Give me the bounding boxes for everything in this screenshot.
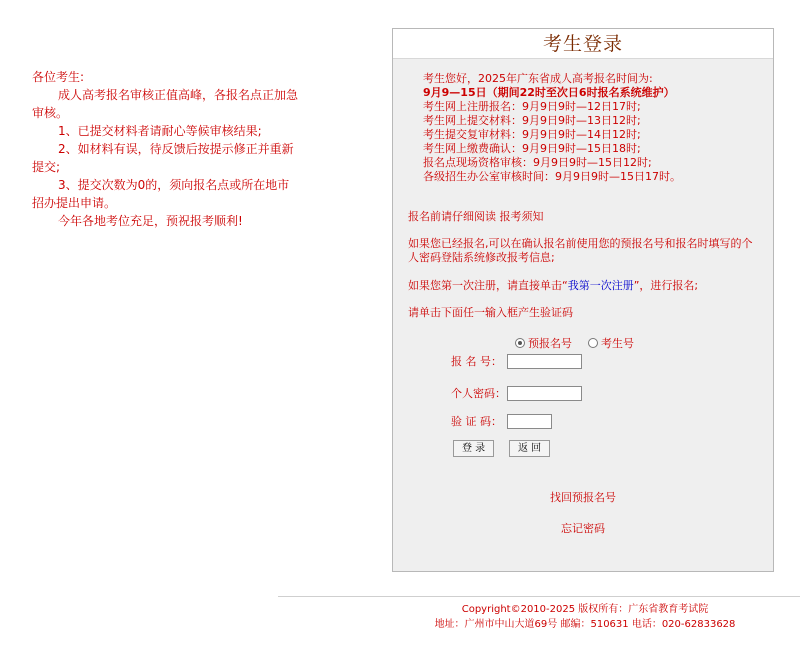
radio-prereg-option[interactable] bbox=[515, 335, 572, 351]
captcha-row bbox=[451, 413, 552, 429]
password-row bbox=[451, 385, 582, 401]
footer-copyright: Copyright©2010-2025 版权所有：广东省教育考试院 bbox=[461, 604, 709, 615]
radio-examno[interactable] bbox=[588, 338, 598, 348]
schedule-item: 各级招生办公室审核时间：9月9日9时—15日17时。 bbox=[423, 170, 681, 183]
footer-address: 地址：广州市中山大道69号 邮编：510631 电话：020-62833628 bbox=[434, 619, 736, 630]
captcha-input[interactable] bbox=[507, 414, 552, 429]
notice-closing: 今年各地考位充足，预祝报考顺利! bbox=[58, 214, 243, 228]
read-notice-text: 报名前请仔细阅读 报考须知 bbox=[408, 210, 544, 223]
first-register-link[interactable]: 我第一次注册 bbox=[567, 279, 634, 292]
regno-label: 报 名 号： bbox=[451, 355, 502, 368]
login-type-radios bbox=[515, 335, 650, 351]
schedule-item: 报名点现场资格审核：9月9日9时—15日12时; bbox=[423, 156, 652, 169]
first-time-text bbox=[408, 279, 763, 293]
notice-greeting: 各位考生: bbox=[32, 70, 85, 84]
recover-regno-link[interactable]: 找回预报名号 bbox=[550, 491, 616, 504]
panel-title: 考生登录 bbox=[393, 29, 773, 59]
notice-panel bbox=[32, 68, 300, 230]
registered-info-text: 如果您已经报名,可以在确认报名前使用您的预报名号和报名时填写的个人密码登陆系统修改报考信息; bbox=[408, 237, 753, 264]
captcha-label: 验 证 码： bbox=[451, 415, 502, 428]
radio-examno-option[interactable] bbox=[588, 335, 634, 351]
schedule-item: 考生网上注册报名：9月9日9时—12日17时; bbox=[423, 100, 641, 113]
captcha-hint: 请单击下面任一输入框产生验证码 bbox=[408, 306, 573, 319]
radio-prereg[interactable] bbox=[515, 338, 525, 348]
notice-item-3: 3、提交次数为0的，须向报名点或所在地市招办提出申请。 bbox=[32, 178, 290, 210]
forgot-password-link[interactable]: 忘记密码 bbox=[561, 522, 605, 535]
first-time-suffix: ”，进行报名; bbox=[633, 279, 699, 292]
back-button[interactable]: 返 回 bbox=[509, 440, 550, 457]
regno-row bbox=[451, 353, 582, 369]
footer-divider bbox=[278, 596, 800, 597]
notice-paragraph: 成人高考报名审核正值高峰，各报名点正加急审核。 bbox=[32, 88, 299, 120]
first-time-prefix: 如果您第一次注册，请直接单击“ bbox=[408, 279, 568, 292]
notice-item-1: 1、已提交材料者请耐心等候审核结果; bbox=[58, 124, 262, 138]
password-input[interactable] bbox=[507, 386, 582, 401]
schedule-item: 考生提交复审材料：9月9日9时—14日12时; bbox=[423, 128, 641, 141]
schedule-item: 考生网上缴费确认：9月9日9时—15日18时; bbox=[423, 142, 641, 155]
login-panel bbox=[392, 28, 774, 572]
login-button[interactable]: 登 录 bbox=[453, 440, 494, 457]
password-label: 个人密码： bbox=[451, 387, 506, 400]
schedule-intro: 考生您好，2025年广东省成人高考报名时间为: bbox=[423, 72, 653, 85]
schedule-block bbox=[423, 72, 768, 184]
radio-examno-label: 考生号 bbox=[601, 337, 634, 350]
notice-item-2: 2、如材料有误，待反馈后按提示修正并重新提交; bbox=[32, 142, 294, 174]
schedule-item: 考生网上提交材料：9月9日9时—13日12时; bbox=[423, 114, 641, 127]
regno-input[interactable] bbox=[507, 354, 582, 369]
radio-prereg-label: 预报名号 bbox=[528, 337, 572, 350]
schedule-dates: 9月9—15日（期间22时至次日6时报名系统维护） bbox=[423, 86, 675, 99]
